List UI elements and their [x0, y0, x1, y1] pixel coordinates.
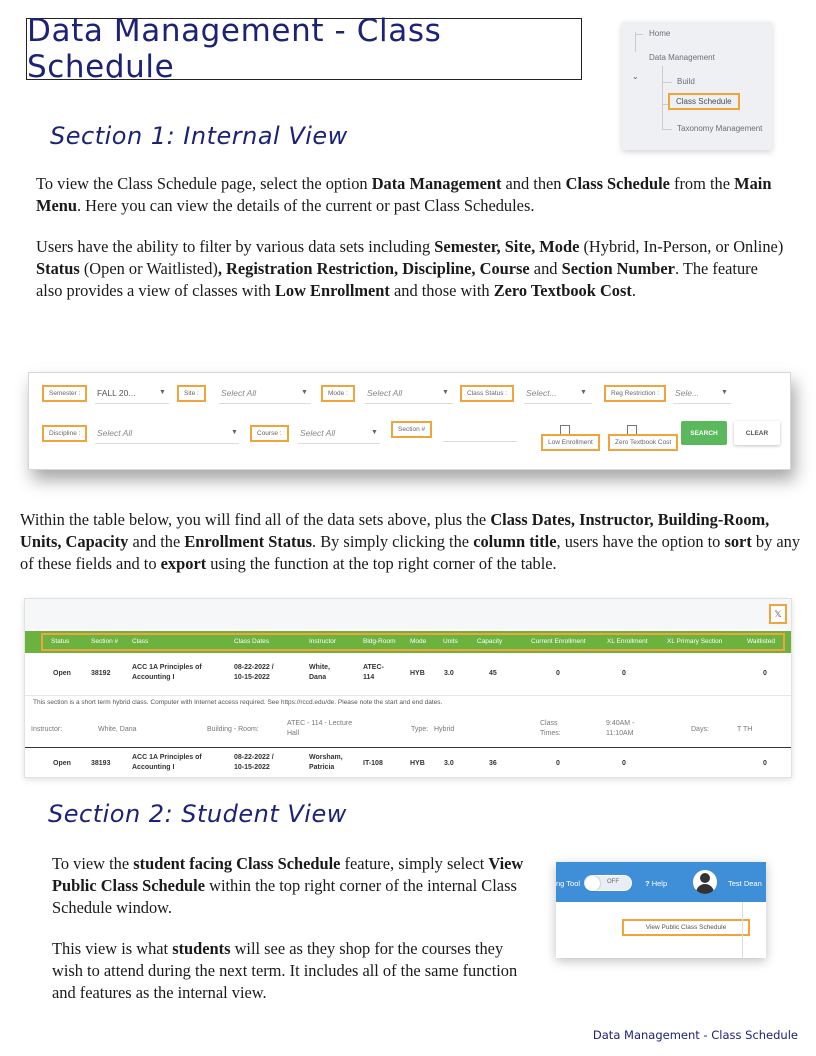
row-2-status: Open	[53, 760, 71, 767]
column-header-current-enrollment[interactable]: Current Enrollment	[531, 638, 586, 645]
section-number-label: Section #	[391, 421, 432, 438]
excel-export-icon[interactable]: 𝕏	[769, 604, 787, 624]
row-1-xl-enrollment: 0	[622, 670, 626, 677]
column-header-mode[interactable]: Mode	[410, 638, 427, 645]
section-1-heading: Section 1: Internal View	[50, 122, 348, 150]
caret-down-icon: ▼	[159, 389, 166, 396]
section-number-input[interactable]	[443, 441, 517, 442]
student-view-screenshot	[556, 862, 766, 958]
menu-item-class-schedule[interactable]: Class Schedule	[668, 93, 740, 110]
main-menu-screenshot	[622, 22, 772, 150]
caret-down-icon: ▼	[580, 389, 587, 396]
detail-days-label: Days:	[691, 726, 709, 733]
column-header-status[interactable]: Status	[51, 638, 70, 645]
row-2-waitlisted: 0	[763, 760, 767, 767]
section-2-heading: Section 2: Student View	[48, 800, 347, 828]
row-1-section: 38192	[91, 670, 111, 677]
row-2-mode: HYB	[410, 760, 425, 767]
site-label: Site :	[177, 385, 206, 402]
detail-times-value: 9:40AM - 11:10AM	[606, 720, 635, 737]
row-1-dates: 08-22-2022 / 10-15-2022	[234, 664, 274, 681]
detail-building-label: Building - Room:	[207, 726, 259, 733]
section-2-paragraph-1: To view the student facing Class Schedule feature, simply select View Public Class Schedule within the top right corner of the internal Class Schedule window.	[52, 854, 524, 917]
section-note: This section is a short term hybrid class. Computer with Internet access required. See https://rccd.edu/de. Please note the start and end dates.	[33, 699, 443, 706]
class-status-select[interactable]: Select...	[526, 388, 557, 398]
caret-down-icon: ▼	[371, 429, 378, 436]
row-1-status: Open	[53, 670, 71, 677]
menu-item-home[interactable]: Home	[649, 29, 671, 38]
caret-down-icon: ▼	[231, 429, 238, 436]
clear-button[interactable]: CLEAR	[734, 421, 780, 445]
row-1-bldg-room: ATEC- 114	[363, 664, 384, 681]
column-header-xl-primary-section[interactable]: XL Primary Section	[667, 638, 723, 645]
section-1-paragraph-2: Users have the ability to filter by various data sets including Semester, Site, Mode (Hybrid, In-Person, or Online) Status (Open or Waitlisted), Registration Restriction, Discipline, Course and Section Number. The feature also provides a view of classes with Low Enrollment and those with Zero Textbook Cost.	[36, 237, 784, 300]
detail-type-value: Hybrid	[434, 726, 455, 733]
course-select[interactable]: Select All	[300, 428, 336, 438]
column-header-units[interactable]: Units	[443, 638, 458, 645]
detail-times-label: Class Times:	[540, 720, 561, 737]
menu-item-data-management[interactable]: Data Management	[649, 53, 715, 62]
column-header-bldg-room[interactable]: Bldg-Room	[363, 638, 396, 645]
row-2-current-enrollment: 0	[556, 760, 560, 767]
section-1-paragraph-3: Within the table below, you will find all of the data sets above, plus the Class Dates, Instructor, Building-Room, Units, Capacity and the Enrollment Status. By simply clicking the column title, users have the option to sort by any of these fields and to export using the function at the top right corner of the table.	[20, 510, 801, 573]
detail-instructor-label: Instructor:	[31, 726, 63, 733]
semester-label: Semester :	[42, 385, 87, 402]
row-2-xl-enrollment: 0	[622, 760, 626, 767]
caret-down-icon: ▼	[301, 389, 308, 396]
class-status-label: Class Status :	[460, 385, 514, 402]
column-header-class[interactable]: Class	[132, 638, 149, 645]
caret-down-icon: ▼	[442, 389, 449, 396]
detail-type-label: Type:	[411, 726, 429, 733]
row-1-class: ACC 1A Principles of Accounting I	[132, 664, 202, 681]
row-2-units: 3.0	[444, 760, 454, 767]
row-2-class: ACC 1A Principles of Accounting I	[132, 754, 202, 771]
row-1-current-enrollment: 0	[556, 670, 560, 677]
column-header-class-dates[interactable]: Class Dates	[234, 638, 270, 645]
row-2-dates: 08-22-2022 / 10-15-2022	[234, 754, 274, 771]
row-2-capacity: 36	[489, 760, 497, 767]
filter-bar-screenshot	[28, 372, 791, 470]
tool-toggle[interactable]: OFF	[584, 875, 632, 891]
tool-label: ng Tool	[556, 879, 581, 888]
detail-instructor-value: White, Dana	[98, 726, 137, 733]
reg-restriction-select[interactable]: Sele...	[675, 388, 700, 398]
row-1-mode: HYB	[410, 670, 425, 677]
row-2-bldg-room: IT-108	[363, 760, 383, 767]
row-1-capacity: 45	[489, 670, 497, 677]
detail-days-value: T TH	[737, 726, 753, 733]
detail-building-value: ATEC - 114 - Lecture Hall	[287, 720, 353, 737]
help-icon: ?	[645, 879, 650, 888]
zero-textbook-label: Zero Textbook Cost	[608, 434, 678, 451]
class-table-screenshot	[24, 598, 792, 778]
menu-item-taxonomy-management[interactable]: Taxonomy Management	[677, 124, 763, 133]
row-2-instructor: Worsham, Patricia	[309, 754, 343, 771]
column-header-xl-enrollment[interactable]: XL Enrollment	[607, 638, 648, 645]
row-1-waitlisted: 0	[763, 670, 767, 677]
caret-down-icon: ▼	[721, 389, 728, 396]
row-1-units: 3.0	[444, 670, 454, 677]
column-header-section[interactable]: Section #	[91, 638, 119, 645]
site-select[interactable]: Select All	[221, 388, 257, 398]
column-header-capacity[interactable]: Capacity	[477, 638, 503, 645]
menu-item-build[interactable]: Build	[677, 77, 695, 86]
footer-title: Data Management - Class Schedule	[592, 1028, 798, 1042]
section-2-paragraph-2: This view is what students will see as they shop for the courses they wish to attend during the next term. It includes all of the same function and features as the internal view.	[52, 939, 518, 1002]
row-1-instructor: White, Dana	[309, 664, 330, 681]
low-enrollment-label: Low Enrollment	[541, 434, 600, 451]
semester-select[interactable]: FALL 20...	[97, 388, 136, 398]
title-box	[26, 13, 582, 85]
search-button[interactable]: SEARCH	[681, 421, 727, 445]
row-2-section: 38193	[91, 760, 111, 767]
discipline-select[interactable]: Select All	[97, 428, 133, 438]
mode-select[interactable]: Select All	[367, 388, 403, 398]
page-title: Data Management - Class Schedule	[27, 13, 442, 85]
avatar[interactable]	[693, 870, 717, 894]
course-label: Course :	[250, 425, 289, 442]
reg-restriction-label: Reg Restriction :	[604, 385, 666, 402]
user-name: Test Dean	[728, 879, 762, 888]
help-link[interactable]: ? Help	[645, 879, 668, 888]
column-header-waitlisted[interactable]: Waitlisted	[747, 638, 775, 645]
chevron-down-icon: ⌄	[632, 72, 639, 81]
view-public-class-schedule-link[interactable]: View Public Class Schedule	[622, 919, 750, 936]
section-1-paragraph-1: To view the Class Schedule page, select the option Data Management and then Class Schedule from the Main Menu. Here you can view the details of the current or past Class Schedules.	[36, 174, 772, 215]
column-header-instructor[interactable]: Instructor	[309, 638, 337, 645]
mode-label: Mode :	[321, 385, 355, 402]
discipline-label: Discipline :	[42, 425, 87, 442]
